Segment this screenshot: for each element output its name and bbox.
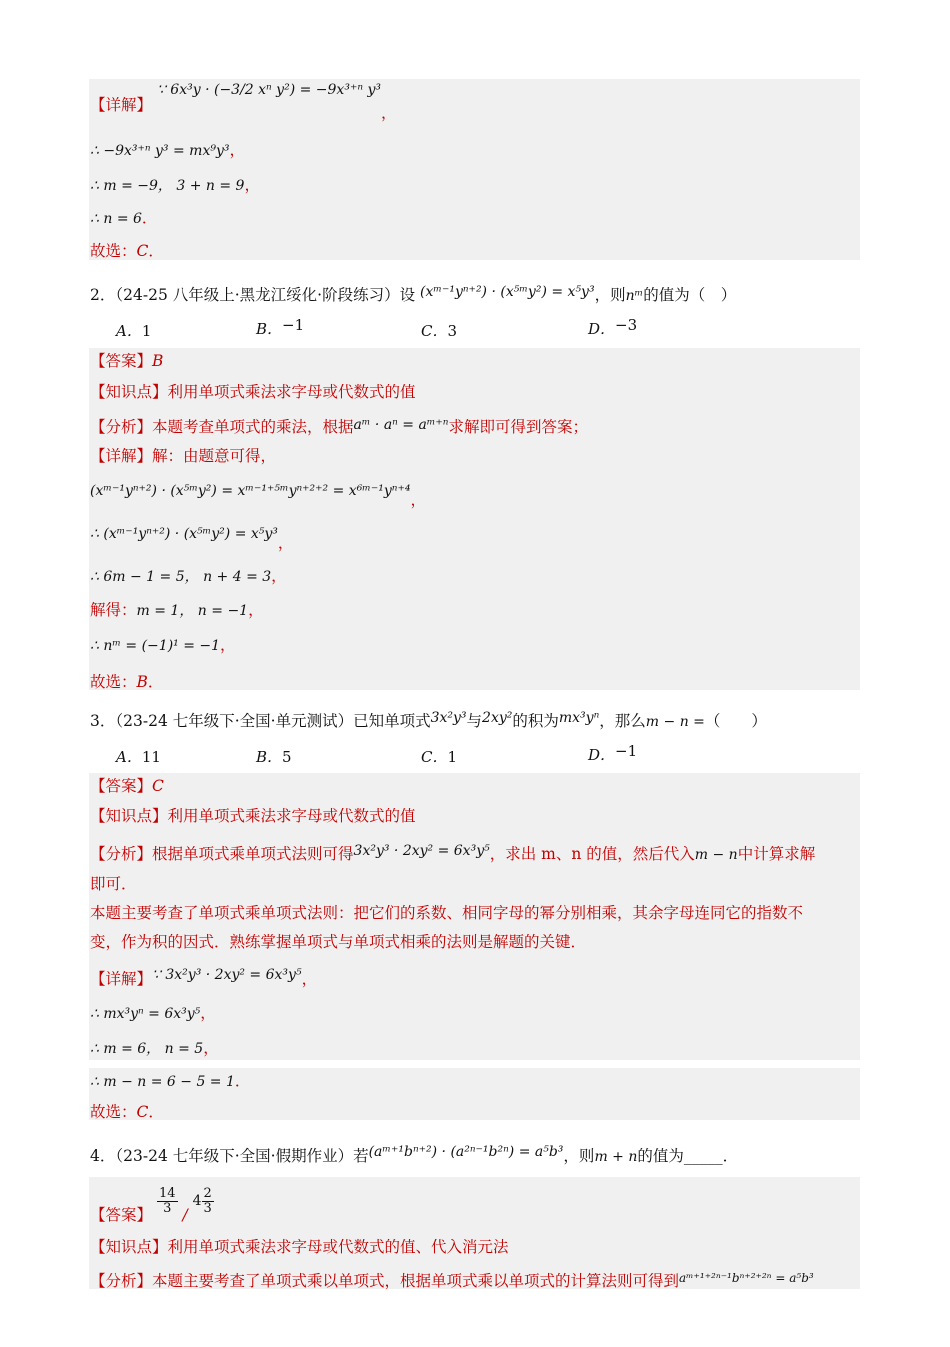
q3-knowledge-text: 利用单项式乘法求字母或代数式的值 bbox=[167, 807, 416, 825]
q3-option-a-value: 11 bbox=[141, 748, 161, 766]
q3-option-a bbox=[116, 746, 161, 767]
q3-option-b bbox=[256, 746, 292, 767]
q2-analysis bbox=[90, 417, 588, 438]
q4-analysis-label: 【分析】 bbox=[90, 1272, 153, 1290]
q1-step1-suffix: ， bbox=[229, 141, 245, 159]
q1-step3-formula: ∴ n = 6 bbox=[90, 211, 142, 227]
q3-option-d-value: −1 bbox=[615, 742, 638, 760]
q3-option-b-letter: B． bbox=[256, 748, 283, 766]
q3-answer-value: C bbox=[152, 777, 164, 795]
q2-option-a-letter: A． bbox=[116, 322, 142, 340]
q3-choose-label: 故选： bbox=[90, 1103, 137, 1121]
q4-knowledge-text: 利用单项式乘法求字母或代数式的值、代入消元法 bbox=[167, 1238, 509, 1256]
q4-end: ． bbox=[722, 1147, 739, 1165]
q2-option-b-letter: B． bbox=[256, 320, 283, 338]
q3-option-d bbox=[588, 744, 637, 765]
q3-stem bbox=[90, 711, 767, 732]
q3-analysis-label: 【分析】 bbox=[90, 845, 153, 863]
q1-choose-label: 故选： bbox=[90, 242, 137, 260]
q3-number: 3． bbox=[90, 712, 116, 730]
q1-step2-suffix: ， bbox=[244, 176, 260, 194]
q3-choose-value: C bbox=[136, 1103, 149, 1121]
q1-detail-label: 【详解】 bbox=[90, 96, 153, 114]
q3-detail-suffix: ， bbox=[301, 970, 318, 988]
q2-line1-suffix: ， bbox=[410, 491, 426, 509]
q3-note-line2: 变，作为积的因式．熟练掌握单项式与单项式相乘的法则是解题的关键． bbox=[90, 933, 587, 951]
q3-product: mx³yⁿ bbox=[558, 710, 600, 726]
q3-analysis-cont bbox=[90, 874, 137, 894]
q2-line2-suffix: ， bbox=[277, 534, 294, 552]
q2-line4 bbox=[90, 600, 264, 621]
q2-analysis-text-a: 本题考查单项式的乘法，根据 bbox=[152, 418, 354, 436]
q3-knowledge-label: 【知识点】 bbox=[90, 807, 168, 825]
q4-target: m + n bbox=[594, 1149, 638, 1165]
q3-step3-formula: ∴ m − n = 6 − 5 = 1 bbox=[90, 1074, 235, 1090]
q3-step3-suffix: ． bbox=[234, 1072, 251, 1090]
q2-then: ，则 bbox=[594, 286, 626, 304]
q2-ask: 的值为（ ） bbox=[643, 286, 737, 304]
q3-analysis-formula: 3x²y³ · 2xy² = 6x³y⁵ bbox=[353, 843, 490, 859]
q2-detail-label: 【详解】 bbox=[90, 447, 153, 465]
q1-step2 bbox=[90, 175, 260, 196]
q2-choose-end: ． bbox=[147, 673, 164, 691]
q2-line2 bbox=[90, 523, 294, 552]
q3-note-2 bbox=[90, 932, 586, 952]
q4-analysis bbox=[90, 1271, 814, 1292]
q2-stem bbox=[90, 285, 736, 306]
q2-option-d-letter: D． bbox=[588, 320, 616, 338]
q1-detail-suffix: ， bbox=[380, 104, 397, 122]
q2-line1 bbox=[90, 480, 426, 509]
q3-analysis-text-d: 即可． bbox=[90, 875, 137, 893]
q3-analysis-text-b: ，求出 m、n 的值，然后代入 bbox=[489, 845, 695, 863]
q2-target: nᵐ bbox=[625, 288, 644, 304]
q2-detail bbox=[90, 446, 276, 466]
q1-choose-value: C bbox=[136, 242, 149, 260]
q1-choose bbox=[90, 241, 164, 261]
q2-option-b-value: −1 bbox=[282, 316, 305, 334]
q3-target: m − n = bbox=[645, 714, 705, 730]
q3-mono2: 2xy² bbox=[482, 710, 513, 726]
q3-option-c-letter: C． bbox=[421, 748, 448, 766]
q3-choose bbox=[90, 1102, 164, 1122]
q4-number: 4． bbox=[90, 1147, 116, 1165]
q4-blank: _____ bbox=[683, 1147, 723, 1165]
q4-source: （23-24 七年级下·全国·假期作业）若 bbox=[115, 1147, 369, 1165]
q2-line3-formula-a: ∴ 6m − 1 = 5 bbox=[90, 569, 185, 585]
q3-option-b-value: 5 bbox=[282, 748, 292, 766]
q3-note-1 bbox=[90, 903, 803, 923]
q4-ask: 的值为 bbox=[637, 1147, 684, 1165]
q2-option-d bbox=[588, 318, 637, 339]
q1-step1-formula: ∴ −9x³⁺ⁿ y³ = mx⁹y³ bbox=[90, 143, 230, 159]
q3-detail-formula: ∵ 3x²y³ · 2xy² = 6x³y⁵ bbox=[152, 967, 302, 983]
q4-answer-whole: 4 bbox=[192, 1193, 202, 1209]
q1-step1 bbox=[90, 140, 245, 161]
q2-knowledge bbox=[90, 382, 416, 402]
q3-analysis-formula2: m − n bbox=[694, 847, 738, 863]
q3-step3 bbox=[90, 1071, 250, 1092]
q2-answer-value: B bbox=[152, 352, 164, 370]
q4-answer-frac2-den: 3 bbox=[203, 1200, 212, 1216]
q4-answer-frac1-den: 3 bbox=[163, 1200, 172, 1216]
q2-answer-label: 【答案】 bbox=[90, 352, 153, 370]
q4-answer-frac2-num: 2 bbox=[203, 1185, 212, 1201]
q2-line3 bbox=[90, 566, 287, 587]
q3-analysis-text-a: 根据单项式乘单项式法则可得 bbox=[152, 845, 354, 863]
q2-option-a-value: 1 bbox=[141, 322, 152, 340]
q1-step2-formula-a: ∴ m = −9 bbox=[90, 178, 158, 194]
q3-then: ，那么 bbox=[599, 712, 646, 730]
q1-detail-line bbox=[90, 82, 397, 122]
q2-line3-suffix: ， bbox=[271, 567, 287, 585]
q3-step2-formula-a: ∴ m = 6 bbox=[90, 1041, 147, 1057]
q2-option-c-value: 3 bbox=[447, 322, 458, 340]
q2-choose-value: B bbox=[136, 673, 148, 691]
q3-answer-label: 【答案】 bbox=[90, 777, 153, 795]
q3-knowledge bbox=[90, 806, 416, 826]
q3-analysis-text-c: 中计算求解 bbox=[737, 845, 816, 863]
q1-step3 bbox=[90, 208, 157, 229]
q2-option-c-letter: C． bbox=[421, 322, 448, 340]
q2-line2-formula: ∴ (xᵐ⁻¹yⁿ⁺²) · (x⁵ᵐy²) = x⁵y³ bbox=[90, 526, 278, 542]
q3-option-d-letter: D． bbox=[588, 746, 616, 764]
q2-line4-label: 解得： bbox=[90, 601, 137, 619]
q4-answer-fraction-2 bbox=[202, 1187, 214, 1216]
q1-step2-formula-b: ， 3 + n = 9 bbox=[157, 178, 245, 194]
q2-condition: (xᵐ⁻¹yⁿ⁺²) · (x⁵ᵐy²) = x⁵y³ bbox=[420, 284, 595, 300]
q2-line3-formula-b: ， n + 4 = 3 bbox=[184, 569, 272, 585]
q1-detail-formula: ∵ 6x³y · (−3/2 xⁿ y²) = −9x³⁺ⁿ y³ bbox=[156, 82, 381, 98]
q2-line5 bbox=[90, 635, 236, 656]
q2-knowledge-text: 利用单项式乘法求字母或代数式的值 bbox=[167, 383, 416, 401]
q4-answer-fraction-1 bbox=[157, 1187, 178, 1216]
q3-answer bbox=[90, 776, 164, 796]
q3-step2-formula-b: ， n = 5 bbox=[146, 1041, 204, 1057]
q4-knowledge-label: 【知识点】 bbox=[90, 1238, 168, 1256]
q3-step2 bbox=[90, 1038, 219, 1059]
q2-line4-suffix: ， bbox=[248, 601, 264, 619]
q2-line1-formula: (xᵐ⁻¹yⁿ⁺²) · (x⁵ᵐy²) = xᵐ⁻¹⁺⁵ᵐyⁿ⁺²⁺² = x⁶ᵐ⁻¹yⁿ⁺⁴ bbox=[90, 483, 411, 499]
q2-analysis-label: 【分析】 bbox=[90, 418, 153, 436]
q2-answer bbox=[90, 351, 163, 371]
q3-step1-formula: ∴ mx³yⁿ = 6x³y⁵ bbox=[90, 1006, 201, 1022]
q2-number: 2． bbox=[90, 286, 116, 304]
q3-and: 与 bbox=[466, 712, 483, 730]
q3-option-c bbox=[421, 746, 457, 767]
q4-analysis-text: 本题主要考查了单项式乘以单项式，根据单项式乘以单项式的计算法则可得到 bbox=[152, 1272, 680, 1290]
q2-option-a bbox=[116, 320, 151, 341]
q3-option-c-value: 1 bbox=[447, 748, 458, 766]
q2-line5-formula: ∴ nᵐ = (−1)¹ = −1 bbox=[90, 638, 221, 654]
q2-option-d-value: −3 bbox=[615, 316, 638, 334]
q1-choose-end: ． bbox=[148, 242, 164, 260]
q4-knowledge bbox=[90, 1237, 509, 1257]
q3-bracket: （ ） bbox=[704, 712, 767, 730]
q4-answer-frac1-num: 14 bbox=[158, 1185, 176, 1201]
q3-detail bbox=[90, 969, 317, 990]
q4-answer-sep: / bbox=[182, 1206, 188, 1224]
q1-step3-suffix: ． bbox=[141, 209, 158, 227]
q4-condition: (aᵐ⁺¹bⁿ⁺²) · (a²ⁿ⁻¹b²ⁿ) = a⁵b³ bbox=[368, 1144, 564, 1160]
q2-line4-formula-b: ， n = −1 bbox=[179, 603, 249, 619]
q3-option-a-letter: A． bbox=[116, 748, 142, 766]
q2-option-c bbox=[421, 320, 457, 341]
q2-analysis-formula: aᵐ · aⁿ = aᵐ⁺ⁿ bbox=[353, 417, 449, 433]
q3-note-line1: 本题主要考查了单项式乘单项式法则：把它们的系数、相同字母的幂分别相乘，其余字母连同它的指数不 bbox=[90, 904, 804, 922]
q2-choose bbox=[90, 672, 163, 692]
q4-answer-label: 【答案】 bbox=[90, 1206, 153, 1224]
q2-analysis-text-b: 求解即可得到答案； bbox=[448, 418, 588, 436]
q3-detail-label: 【详解】 bbox=[90, 970, 153, 988]
q4-analysis-formula: aᵐ⁺¹⁺²ⁿ⁻¹bⁿ⁺²⁺²ⁿ = a⁵b³ bbox=[679, 1271, 814, 1285]
q3-choose-end: ． bbox=[148, 1103, 164, 1121]
q2-line4-formula-a: m = 1 bbox=[136, 603, 180, 619]
q2-knowledge-label: 【知识点】 bbox=[90, 383, 168, 401]
q3-step1-suffix: ， bbox=[200, 1004, 216, 1022]
q2-option-b bbox=[256, 318, 304, 339]
q3-product-text: 的积为 bbox=[512, 712, 559, 730]
q4-answer bbox=[90, 1185, 214, 1230]
q2-choose-label: 故选： bbox=[90, 673, 137, 691]
q2-source: （24-25 八年级上·黑龙江绥化·阶段练习）设 bbox=[115, 286, 416, 304]
q2-detail-text: 解：由题意可得， bbox=[152, 447, 277, 465]
q4-stem bbox=[90, 1146, 738, 1167]
q3-mono1: 3x²y³ bbox=[430, 710, 467, 726]
q3-analysis bbox=[90, 844, 815, 865]
q3-step1 bbox=[90, 1003, 216, 1024]
q2-line5-suffix: ， bbox=[220, 636, 236, 654]
q3-source: （23-24 七年级下·全国·单元测试）已知单项式 bbox=[115, 712, 431, 730]
q3-step2-suffix: ， bbox=[203, 1039, 219, 1057]
q4-then: ，则 bbox=[563, 1147, 595, 1165]
